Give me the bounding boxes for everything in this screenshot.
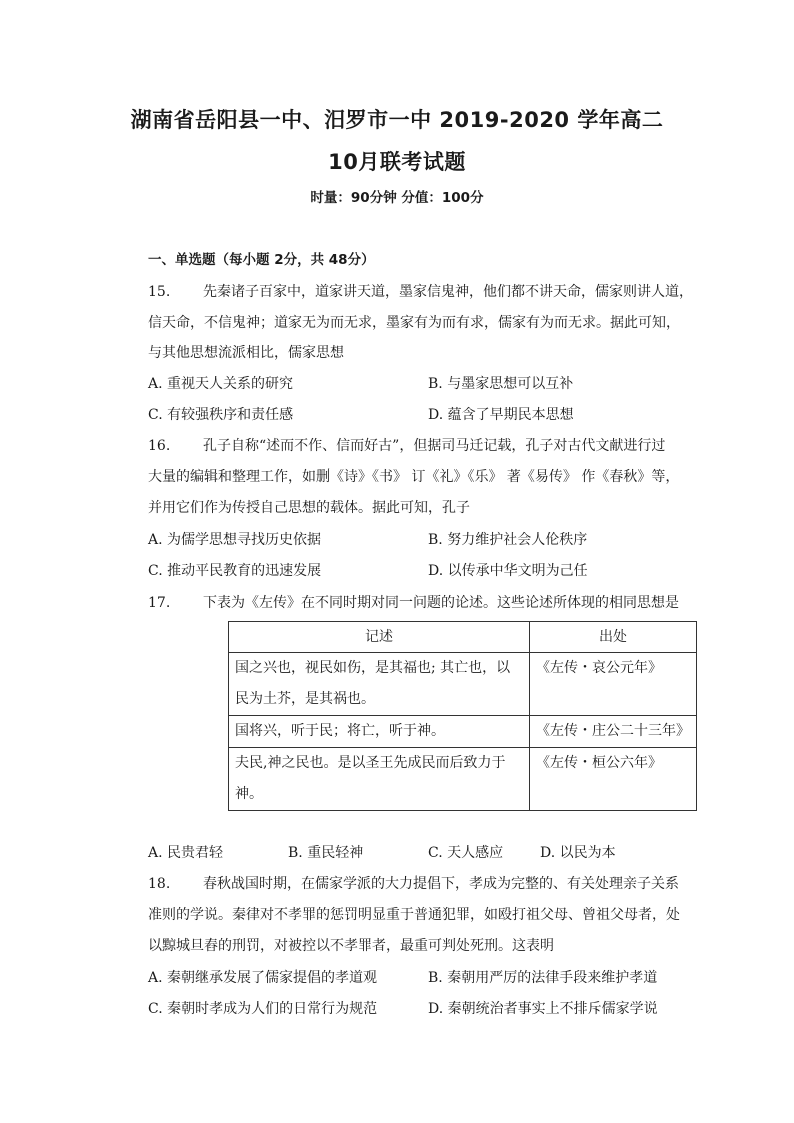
question-18-line-2: 准则的学说。秦律对不孝罪的惩罚明显重于普通犯罪，如殴打祖父母、曾祖父母者，处 <box>148 907 680 923</box>
question-15-line-3: 与其他思想流派相比，儒家思想 <box>148 345 344 361</box>
question-18-option-a[interactable]: A. 秦朝继承发展了儒家提倡的孝道观 <box>148 970 378 986</box>
question-16-line-3: 并用它们作为传授自己思想的载体。据此可知，孔子 <box>148 500 470 516</box>
table-cell-record: 国将兴，听于民；将亡，听于神。 <box>229 716 530 748</box>
question-17-line-1: 17. 下表为《左传》在不同时期对同一问题的论述。这些论述所体现的相同思想是 <box>148 595 679 611</box>
question-17-option-a[interactable]: A. 民贵君轻 <box>148 845 224 861</box>
table-row <box>229 748 697 811</box>
question-18-option-b[interactable]: B. 秦朝用严厉的法律手段来维护孝道 <box>428 970 658 986</box>
table-row <box>229 653 697 716</box>
question-17-number: 17. <box>148 595 171 611</box>
question-15-option-a[interactable]: A. 重视天人关系的研究 <box>148 376 294 392</box>
question-18-line-3: 以黥城旦舂的刑罚，对被控以不孝罪者，最重可判处死刑。这表明 <box>148 938 554 954</box>
question-17-option-d[interactable]: D. 以民为本 <box>540 845 616 861</box>
question-15-option-c[interactable]: C. 有较强秩序和责任感 <box>148 407 294 423</box>
question-15-number: 15. <box>148 284 171 300</box>
table-cell-source: 《左传・庄公二十三年》 <box>530 716 697 748</box>
question-18-line-1: 18. 春秋战国时期，在儒家学派的大力提倡下，孝成为完整的、有关处理亲子关系 <box>148 876 679 892</box>
question-15-option-b[interactable]: B. 与墨家思想可以互补 <box>428 376 574 392</box>
exam-meta: 时量：90分钟 分值：100分 <box>310 190 484 206</box>
question-15-option-d[interactable]: D. 蕴含了早期民本思想 <box>428 407 574 423</box>
exam-title-line-1: 湖南省岳阳县一中、汨罗市一中 2019-2020 学年高二 <box>130 108 664 132</box>
question-16-number: 16. <box>148 438 171 454</box>
exam-title-line-2: 10月联考试题 <box>328 150 466 174</box>
question-18-number: 18. <box>148 876 171 892</box>
question-16-line-2: 大量的编辑和整理工作，如删《诗》《书》 订《礼》《乐》 著《易传》 作《春秋》等， <box>148 469 680 485</box>
table-header-row <box>229 622 697 653</box>
question-16-option-a[interactable]: A. 为儒学思想寻找历史依据 <box>148 532 322 548</box>
table-cell-record: 国之兴也，视民如伤，是其福也; 其亡也，以民为土芥，是其祸也。 <box>229 653 530 716</box>
question-18-option-d[interactable]: D. 秦朝统治者事实上不排斥儒家学说 <box>428 1001 658 1017</box>
question-16-line-1: 16. 孔子自称“述而不作、信而好古”，但据司马迁记载，孔子对古代文献进行过 <box>148 438 666 454</box>
question-16-option-c[interactable]: C. 推动平民教育的迅速发展 <box>148 563 322 579</box>
table-header-record: 记述 <box>229 622 530 653</box>
table-cell-record: 夫民,神之民也。是以圣王先成民而后致力于神。 <box>229 748 530 811</box>
question-15-line-2: 信天命，不信鬼神；道家无为而无求，墨家有为而有求，儒家有为而无求。据此可知， <box>148 315 680 331</box>
table-row <box>229 716 697 748</box>
table-cell-source: 《左传・哀公元年》 <box>530 653 697 716</box>
table-cell-source: 《左传・桓公六年》 <box>530 748 697 811</box>
question-16-option-b[interactable]: B. 努力维护社会人伦秩序 <box>428 532 588 548</box>
question-15-line-1: 15. 先秦诸子百家中，道家讲天道，墨家信鬼神，他们都不讲天命，儒家则讲人道， <box>148 284 693 300</box>
question-18-option-c[interactable]: C. 秦朝时孝成为人们的日常行为规范 <box>148 1001 378 1017</box>
question-17-option-b[interactable]: B. 重民轻神 <box>288 845 364 861</box>
question-16-option-d[interactable]: D. 以传承中华文明为己任 <box>428 563 588 579</box>
section-heading: 一、单选题（每小题 2分，共 48分） <box>148 252 375 268</box>
table-header-source: 出处 <box>530 622 697 653</box>
quotation-table <box>228 621 697 811</box>
question-17-option-c[interactable]: C. 天人感应 <box>428 845 504 861</box>
